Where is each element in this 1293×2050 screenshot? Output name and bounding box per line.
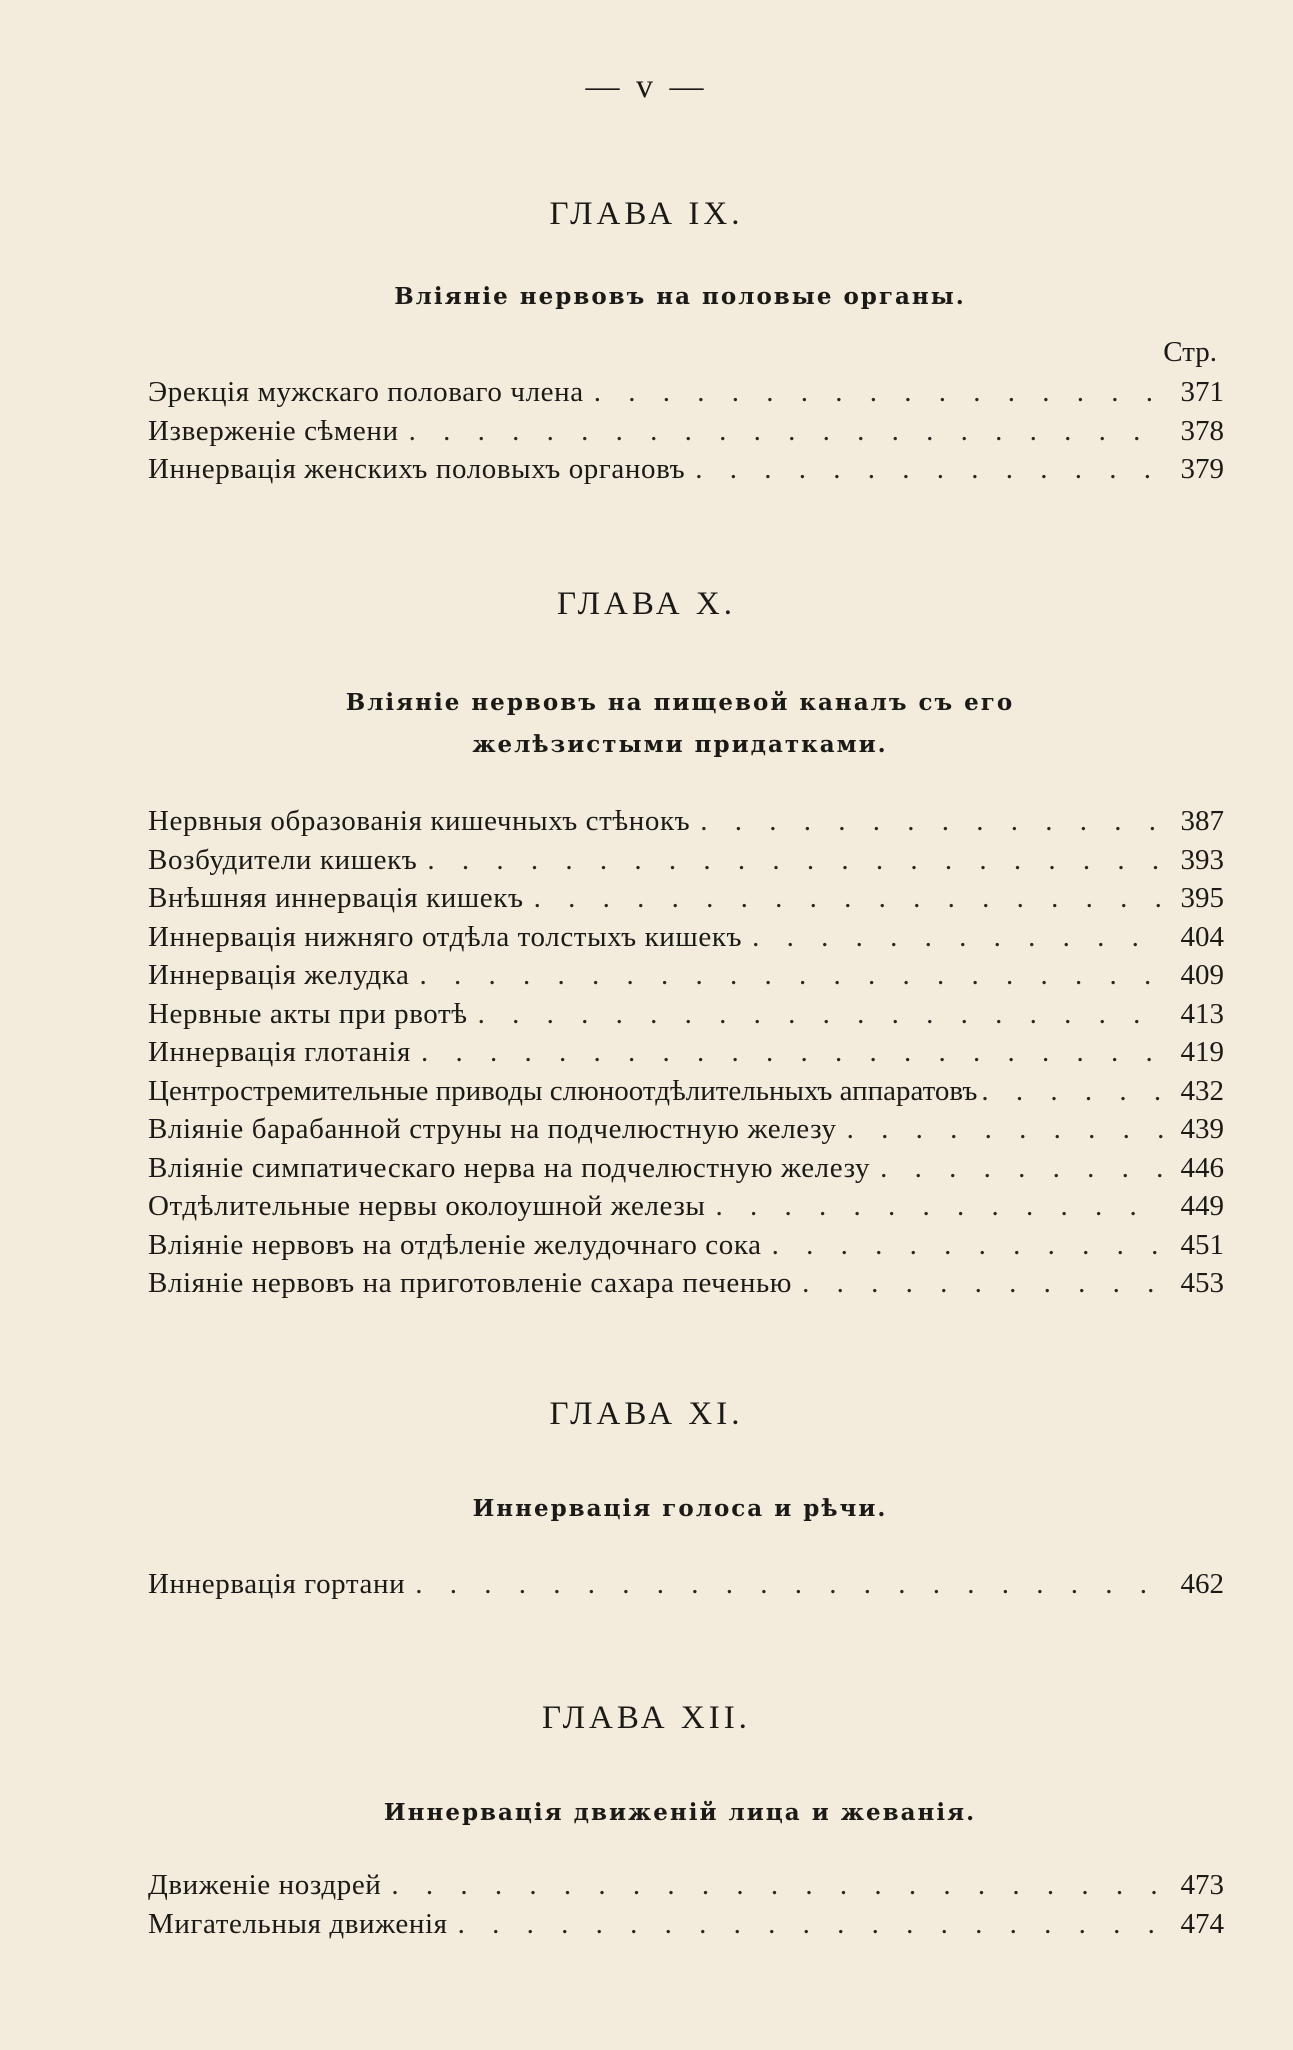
entry-title: Внѣшняя иннервація кишекъ [148,882,524,914]
toc-entry [148,1187,1224,1226]
chapter-heading: ГЛАВА X. [557,586,736,622]
entry-title: Вліяніе нервовъ на отдѣленіе желудочнаго сока [148,1228,762,1261]
chapter-subtitle: Иннервація движеній лица и жеванія. [383,1799,977,1826]
chapter-subtitle: Вліяніе нервовъ на половые органы. [394,283,966,310]
page-number: — v — [585,68,708,105]
toc-entry [148,918,1224,957]
entry-title: Изверженіе сѣмени [148,414,399,447]
toc-entry [148,1264,1224,1303]
entry-page: 473 [1180,1869,1224,1901]
toc-entry [148,1905,1224,1944]
toc-entry [148,802,1224,841]
entry-page: 474 [1180,1907,1224,1940]
entry-page: 449 [1180,1190,1224,1222]
dot-leader [409,412,1164,451]
toc-entry [148,1226,1224,1265]
entry-title: Эрекція мужскаго половаго члена [148,376,584,408]
dot-leader [772,1226,1164,1265]
dot-leader [594,373,1164,412]
chapter-subtitle: Вліяніе нервовъ на пищевой каналъ съ его желѣзистыми придатками. [345,689,1015,758]
dot-leader [695,450,1164,489]
dot-leader [981,1072,1170,1111]
entry-page: 371 [1180,376,1224,408]
toc-entry [148,995,1224,1034]
toc-entry [148,1072,1224,1111]
entry-title: Вліяніе нервовъ на приготовленіе сахара печенью [148,1267,793,1299]
entry-title: Иннервація нижняго отдѣла толстыхъ кишекъ [148,920,743,953]
dot-leader [419,956,1164,995]
entry-title: Возбудители кишекъ [148,843,418,876]
toc-entry [148,1149,1224,1188]
entry-title: Нервныя образованія кишечныхъ стѣнокъ [148,805,691,837]
dot-leader [847,1110,1164,1149]
dot-leader [391,1866,1164,1905]
entry-page: 451 [1180,1228,1224,1261]
chapter-heading: ГЛАВА XI. [549,1396,744,1432]
toc-list [148,1565,1224,1604]
entry-title: Вліяніе симпатическаго нерва на подчелюстную железу [148,1151,871,1184]
dot-leader [880,1149,1164,1188]
entry-title: Отдѣлительные нервы околоушной железы [148,1190,706,1222]
toc-entry [148,841,1224,880]
toc-list [148,1866,1224,1943]
entry-title: Мигательныя движенія [148,1907,448,1940]
entry-page: 378 [1180,414,1224,447]
dot-leader [427,841,1164,880]
page-column-label: Стр. [1163,336,1217,368]
toc-entry [148,879,1224,918]
entry-title: Нервные акты при рвотѣ [148,997,468,1030]
entry-page: 379 [1180,453,1224,485]
entry-page: 446 [1180,1151,1224,1184]
entry-title: Иннервація желудка [148,959,410,991]
toc-entry [148,412,1224,451]
entry-page: 404 [1180,920,1224,953]
toc-entry [148,956,1224,995]
entry-title: Иннервація женскихъ половыхъ органовъ [148,453,686,485]
entry-page: 453 [1180,1267,1224,1299]
entry-page: 413 [1180,997,1224,1030]
toc-list [148,802,1224,1303]
dot-leader [716,1187,1165,1226]
entry-page: 419 [1180,1036,1224,1068]
dot-leader [458,1905,1164,1944]
entry-page: 393 [1180,843,1224,876]
toc-entry [148,1565,1224,1604]
toc-entry [148,373,1224,412]
entry-page: 387 [1180,805,1224,837]
entry-title: Центростремительные приводы слюноотдѣлительныхъ аппаратовъ [148,1074,978,1107]
entry-title: Иннервація глотанія [148,1036,411,1068]
dot-leader [802,1264,1164,1303]
entry-title: Движеніе ноздрей [148,1869,382,1901]
dot-leader [478,995,1164,1034]
dot-leader [752,918,1164,957]
dot-leader [421,1033,1164,1072]
entry-page: 439 [1180,1113,1224,1145]
dot-leader [700,802,1164,841]
chapter-heading: ГЛАВА IX. [549,196,744,232]
entry-page: 462 [1180,1568,1224,1600]
chapter-heading: ГЛАВА XII. [542,1700,751,1736]
dot-leader [534,879,1164,918]
toc-entry [148,1866,1224,1905]
toc-entry [148,1033,1224,1072]
entry-page: 432 [1180,1074,1224,1107]
chapter-subtitle: Иннервація голоса и рѣчи. [472,1495,888,1522]
entry-title: Иннервація гортани [148,1568,406,1600]
dot-leader [415,1565,1164,1604]
toc-entry [148,450,1224,489]
entry-page: 395 [1180,882,1224,914]
entry-title: Вліяніе барабанной струны на подчелюстную железу [148,1113,837,1145]
entry-page: 409 [1180,959,1224,991]
toc-list [148,373,1224,489]
toc-entry [148,1110,1224,1149]
